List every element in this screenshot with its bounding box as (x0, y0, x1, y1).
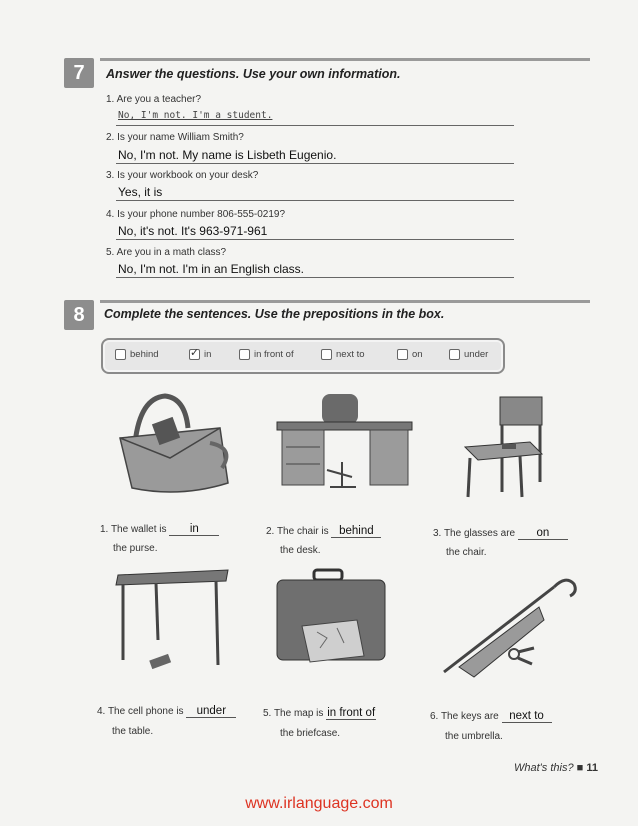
sentence-5 (263, 707, 376, 720)
option-next-to[interactable] (321, 349, 365, 360)
sentence-text: 6. The keys are (430, 711, 499, 722)
sentence-text: 4. The cell phone is (97, 706, 184, 717)
footer-text: What's this? (514, 762, 574, 774)
answer-blank[interactable]: in (169, 523, 219, 536)
question-4: 4. Is your phone number 806-555-0219? (106, 209, 286, 220)
option-in[interactable] (189, 349, 211, 360)
answer-blank[interactable]: next to (502, 710, 552, 723)
answer-blank[interactable]: in front of (327, 707, 376, 719)
watermark-url[interactable]: www.irlanguage.com (245, 795, 393, 812)
sentence-6-end: the umbrella. (445, 731, 503, 742)
answer-blank[interactable]: under (186, 705, 236, 718)
answer-2: No, I'm not. My name is Lisbeth Eugenio. (118, 148, 337, 162)
checkbox[interactable] (321, 349, 332, 360)
sentence-4-end: the table. (112, 726, 154, 737)
sentence-2-end: the desk. (280, 545, 321, 556)
sentence-5-end: the briefcase. (280, 728, 341, 739)
answer-blank[interactable]: behind (331, 525, 381, 538)
sentence-1 (100, 523, 219, 536)
sentence-text: 3. The glasses are (433, 528, 516, 539)
option-label: in (204, 349, 212, 360)
answer-5: No, I'm not. I'm in an English class. (118, 262, 304, 276)
sentence-text: 5. The map is (263, 708, 324, 719)
exercise-number-8: 8 (64, 300, 94, 330)
option-label: under (464, 349, 489, 360)
question-2: 2. Is your name William Smith? (106, 132, 244, 143)
sentence-text: 2. The chair is (266, 526, 329, 537)
answer-line (116, 163, 514, 164)
checkbox-checked[interactable] (189, 349, 200, 360)
question-3: 3. Is your workbook on your desk? (106, 170, 259, 181)
page-number: 11 (586, 762, 598, 774)
sentence-3 (433, 527, 568, 540)
exercise-7-instruction: Answer the questions. Use your own information. (106, 67, 401, 81)
sentence-4 (97, 705, 236, 718)
answer-1: No, I'm not. I'm a student. (118, 110, 273, 121)
option-label: in front of (254, 349, 294, 360)
exercise-number-7: 7 (64, 58, 94, 88)
question-1: 1. Are you a teacher? (106, 94, 202, 105)
checkbox[interactable] (449, 349, 460, 360)
answer-line (116, 200, 514, 201)
option-label: behind (130, 349, 159, 360)
option-in-front-of[interactable] (239, 349, 294, 360)
answer-line (116, 239, 514, 240)
checkbox[interactable] (115, 349, 126, 360)
purse-illustration (110, 388, 240, 508)
sentence-6 (430, 710, 552, 723)
page-footer (514, 762, 598, 774)
briefcase-map-illustration (272, 568, 392, 668)
sentence-text: 1. The wallet is (100, 524, 167, 535)
preposition-box (101, 338, 505, 374)
exercise-8-instruction: Complete the sentences. Use the prepositions in the box. (104, 307, 445, 321)
footer-bullet: ■ (576, 762, 584, 774)
answer-4: No, it's not. It's 963-971-961 (118, 224, 268, 238)
desk-chair-illustration (272, 392, 417, 497)
section-rule (100, 300, 590, 303)
checkbox[interactable] (239, 349, 250, 360)
umbrella-keys-illustration (434, 572, 584, 682)
sentence-3-end: the chair. (446, 547, 487, 558)
option-label: on (412, 349, 423, 360)
option-under[interactable] (449, 349, 488, 360)
answer-blank[interactable]: on (518, 527, 568, 540)
sentence-2 (266, 525, 381, 538)
checkbox[interactable] (397, 349, 408, 360)
sentence-1-end: the purse. (113, 543, 158, 554)
option-behind[interactable] (115, 349, 159, 360)
answer-line (116, 277, 514, 278)
table-illustration (108, 565, 238, 675)
question-5: 5. Are you in a math class? (106, 247, 227, 258)
answer-line (116, 125, 514, 126)
option-on[interactable] (397, 349, 423, 360)
answer-3: Yes, it is (118, 185, 163, 199)
chair-illustration (460, 392, 550, 502)
option-label: next to (336, 349, 365, 360)
section-rule (100, 58, 590, 61)
